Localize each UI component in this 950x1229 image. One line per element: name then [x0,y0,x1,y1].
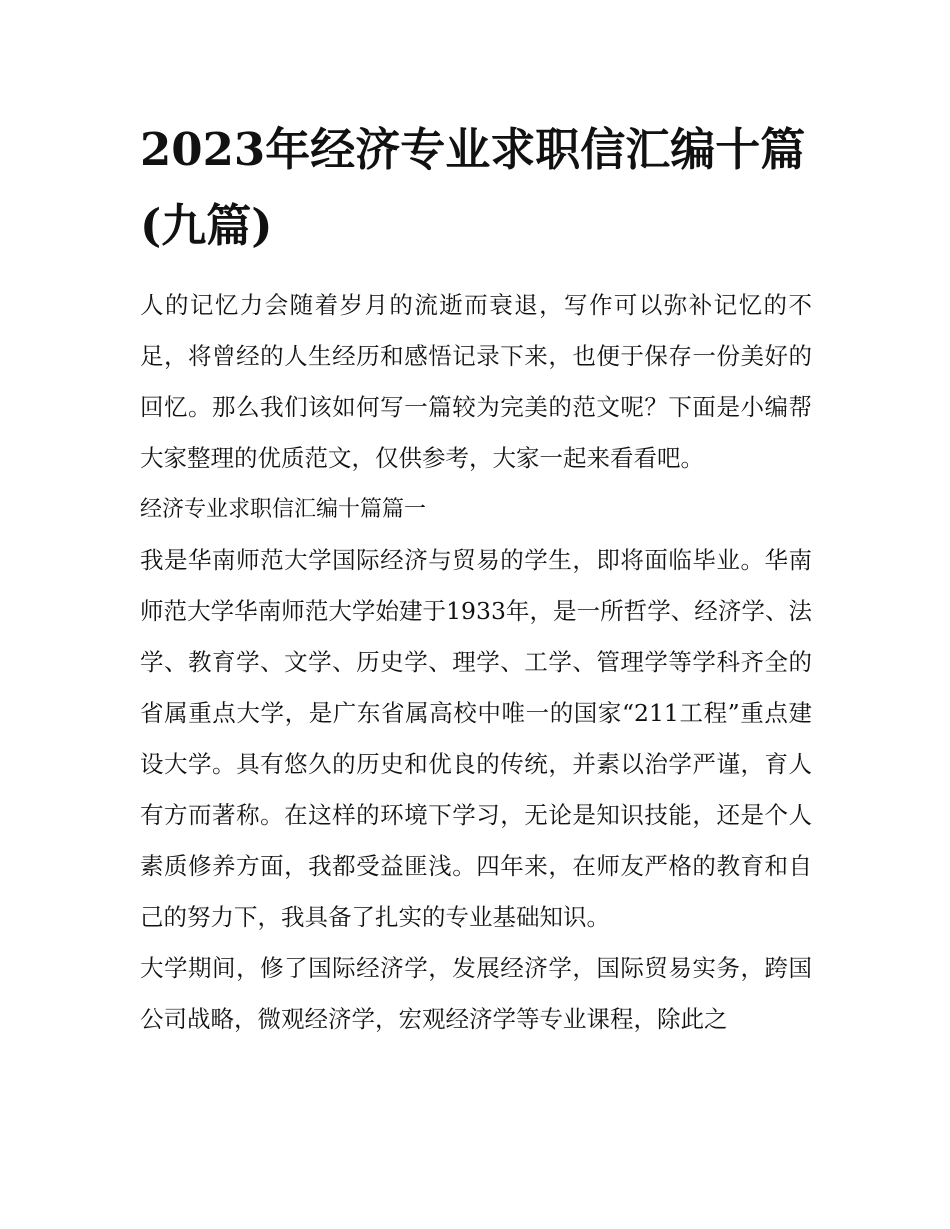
section-heading: 经济专业求职信汇编十篇篇一 [140,497,427,522]
body-paragraph-2: 大学期间，修了国际经济学，发展经济学，国际贸易实务，跨国公司战略，微观经济学，宏观经济学等专业课程，除此之 [140,954,812,1033]
intro-paragraph: 人的记忆力会随着岁月的流逝而衰退，写作可以弥补记忆的不足，将曾经的人生经历和感悟记录下来，也便于保存一份美好的回忆。那么我们该如何写一篇较为完美的范文呢？下面是小编帮大家整理的优质范文，仅供参考，大家一起来看看吧。 [140,291,812,472]
document-page [140,112,812,1045]
document-title: 2023年经济专业求职信汇编十篇(九篇) [140,123,806,252]
body-paragraph-1: 我是华南师范大学国际经济与贸易的学生，即将面临毕业。华南师范大学华南师范大学始建于1933年，是一所哲学、经济学、法学、教育学、文学、历史学、理学、工学、管理学等学科齐全的省属重点大学，是广东省属高校中唯一的国家“211工程”重点建设大学。具有悠久的历史和优良的传统，并素以治学严谨，育人有方而著称。在这样的环境下学习，无论是知识技能，还是个人素质修养方面，我都受益匪浅。四年来，在师友严格的教育和自己的努力下，我具备了扎实的专业基础知识。 [140,546,812,931]
